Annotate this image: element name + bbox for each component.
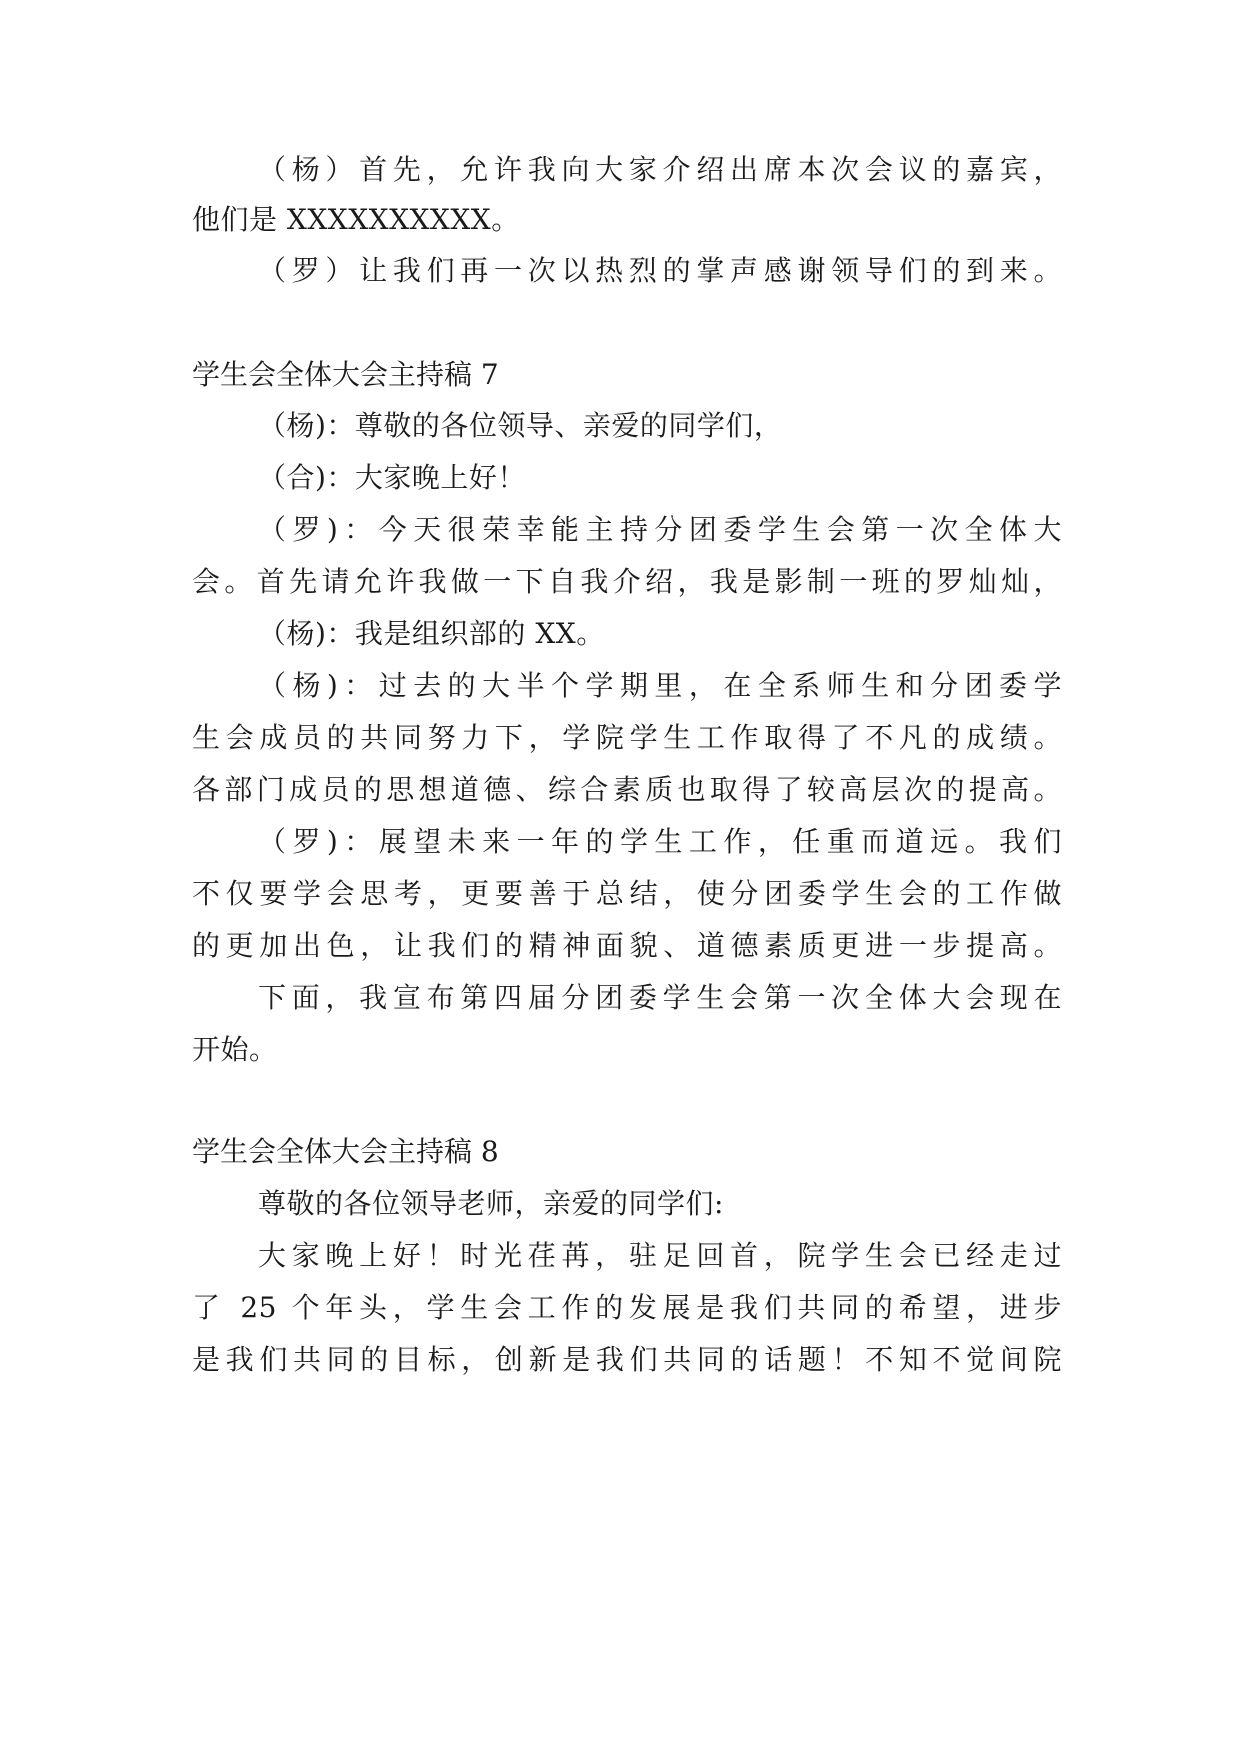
paragraph-line: 尊敬的各位领导老师，亲爱的同学们:	[258, 1187, 724, 1220]
paragraph-line: 开始。	[192, 1033, 278, 1066]
paragraph-line: 大家晚上好！时光荏苒，驻足回首，院学生会已经走过	[258, 1239, 1062, 1272]
paragraph-line: （罗)：今天很荣幸能主持分团委学生会第一次全体大	[258, 513, 1062, 546]
paragraph-line: （杨)：过去的大半个学期里，在全系师生和分团委学	[258, 669, 1062, 702]
paragraph-line: （杨）首先，允许我向大家介绍出席本次会议的嘉宾，	[258, 153, 1062, 186]
paragraph-line: 他们是 XXXXXXXXXX。	[192, 203, 520, 236]
paragraph-line: 生会成员的共同努力下，学院学生工作取得了不凡的成绩。	[192, 721, 1062, 754]
paragraph-line: 下面，我宣布第四届分团委学生会第一次全体大会现在	[258, 981, 1062, 1014]
paragraph-line: （罗）让我们再一次以热烈的掌声感谢领导们的到来。	[258, 254, 1062, 287]
paragraph-line: 不仅要学会思考，更要善于总结，使分团委学生会的工作做	[192, 877, 1062, 910]
paragraph-line: 了 25 个年头，学生会工作的发展是我们共同的希望，进步	[192, 1291, 1062, 1324]
paragraph-line: 是我们共同的目标，创新是我们共同的话题！不知不觉间院	[192, 1343, 1062, 1376]
paragraph-line: （杨)：我是组织部的 XX。	[258, 617, 605, 650]
paragraph-line: （罗)：展望未来一年的学生工作，任重而道远。我们	[258, 825, 1062, 858]
paragraph-line: （杨)：尊敬的各位领导、亲爱的同学们，	[258, 409, 783, 442]
paragraph-line: 各部门成员的思想道德、综合素质也取得了较高层次的提高。	[192, 773, 1062, 806]
paragraph-line: （合)：大家晚上好！	[258, 461, 526, 494]
paragraph-line: 的更加出色，让我们的精神面貌、道德素质更进一步提高。	[192, 929, 1062, 962]
section-heading: 学生会全体大会主持稿 7	[192, 358, 499, 391]
paragraph-line: 会。首先请允许我做一下自我介绍，我是影制一班的罗灿灿，	[192, 565, 1062, 598]
section-heading: 学生会全体大会主持稿 8	[192, 1135, 499, 1168]
